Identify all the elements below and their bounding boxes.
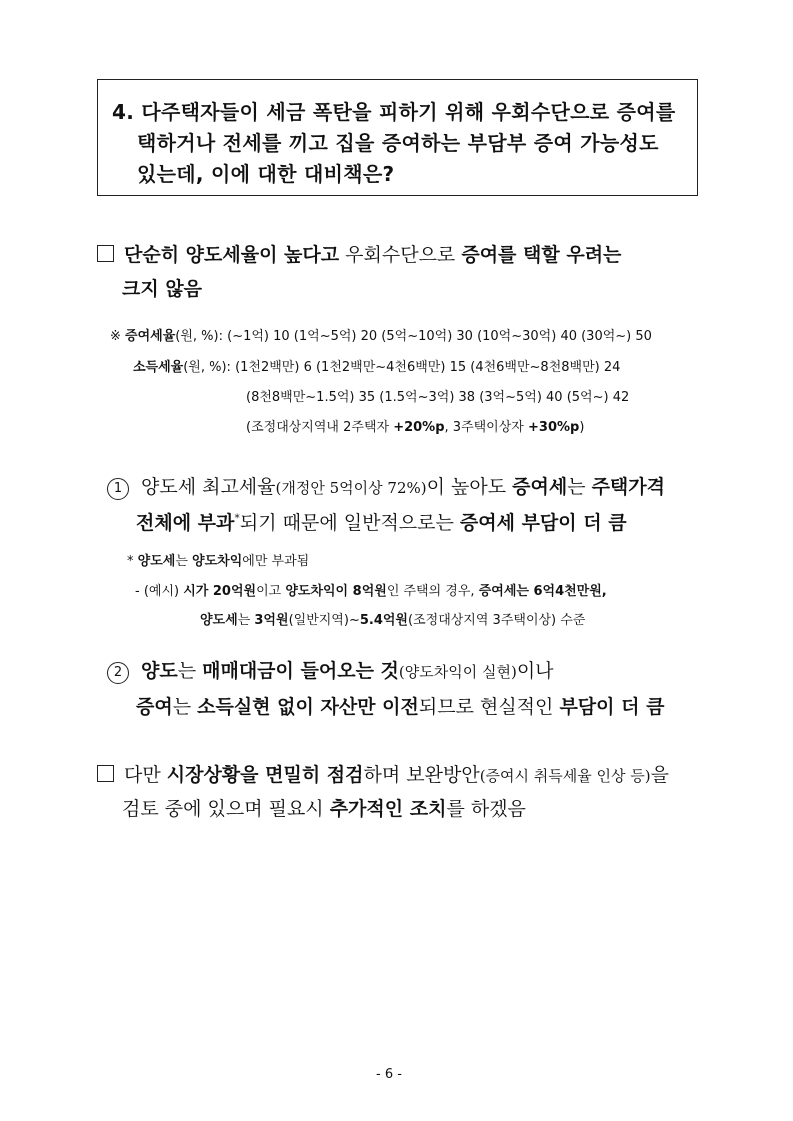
checkbox-square-icon [97, 765, 114, 782]
question-line-2: 택하거나 전세를 끼고 집을 증여하는 부담부 증여 가능성도 [137, 131, 659, 155]
income-tax-rates-1: 소득세율(원, %): (1천2백만) 6 (1천2백만~4천6백만) 15 (4천6백만~8천8백만) 24 [133, 360, 621, 375]
point1-line-2: 전체에 부과*되기 때문에 일반적으로는 증여세 부담이 더 큼 [136, 511, 627, 534]
point1-example-2: 양도세는 3억원(일반지역)~5.4억원(조정대상지역 3주택이상) 수준 [200, 613, 586, 628]
point2-line-2: 증여는 소득실현 없이 자산만 이전되므로 현실적인 부담이 더 큼 [136, 696, 665, 718]
question-line-3: 있는데, 이에 대한 대비책은? [137, 162, 395, 186]
point1-line-1: 1 양도세 최고세율(개정안 5억이상 72%)이 높아도 증여세는 주택가격 [107, 472, 665, 500]
point2-line-1: 2 양도는 매매대금이 들어오는 것(양도차익이 실현)이나 [107, 656, 554, 684]
section1-line-2: 크지 않음 [122, 278, 203, 300]
question-line-1: 4. 다주택자들이 세금 폭탄을 피하기 위해 우회수단으로 증여를 [112, 100, 676, 124]
circled-number-1-icon: 1 [107, 478, 129, 500]
point1-footnote: * 양도세는 양도차익에만 부과됨 [127, 554, 310, 569]
circled-number-2-icon: 2 [107, 662, 129, 684]
checkbox-square-icon [97, 245, 114, 262]
point1-example-1: - (예시) 시가 20억원이고 양도차익이 8억원인 주택의 경우, 증여세는 6억4천만원, [135, 584, 607, 599]
section2-line-2: 검토 중에 있으며 필요시 추가적인 조치를 하겠음 [122, 798, 526, 820]
surcharge-note: (조정대상지역내 2주택자 +20%p, 3주택이상자 +30%p) [246, 420, 585, 435]
income-tax-rates-2: (8천8백만~1.5억) 35 (1.5억~3억) 38 (3억~5억) 40 (5억~) 42 [246, 390, 630, 405]
page-number: - 6 - [376, 1067, 402, 1082]
section2-line-1: 다만 시장상황을 면밀히 점검하며 보완방안(증여시 취득세율 인상 등)을 [97, 760, 669, 787]
section1-line-1: 단순히 양도세율이 높다고 우회수단으로 증여를 택할 우려는 [97, 240, 621, 267]
gift-tax-rates: ※ 증여세율(원, %): (~1억) 10 (1억~5억) 20 (5억~10억) 30 (10억~30억) 40 (30억~) 50 [110, 329, 652, 344]
